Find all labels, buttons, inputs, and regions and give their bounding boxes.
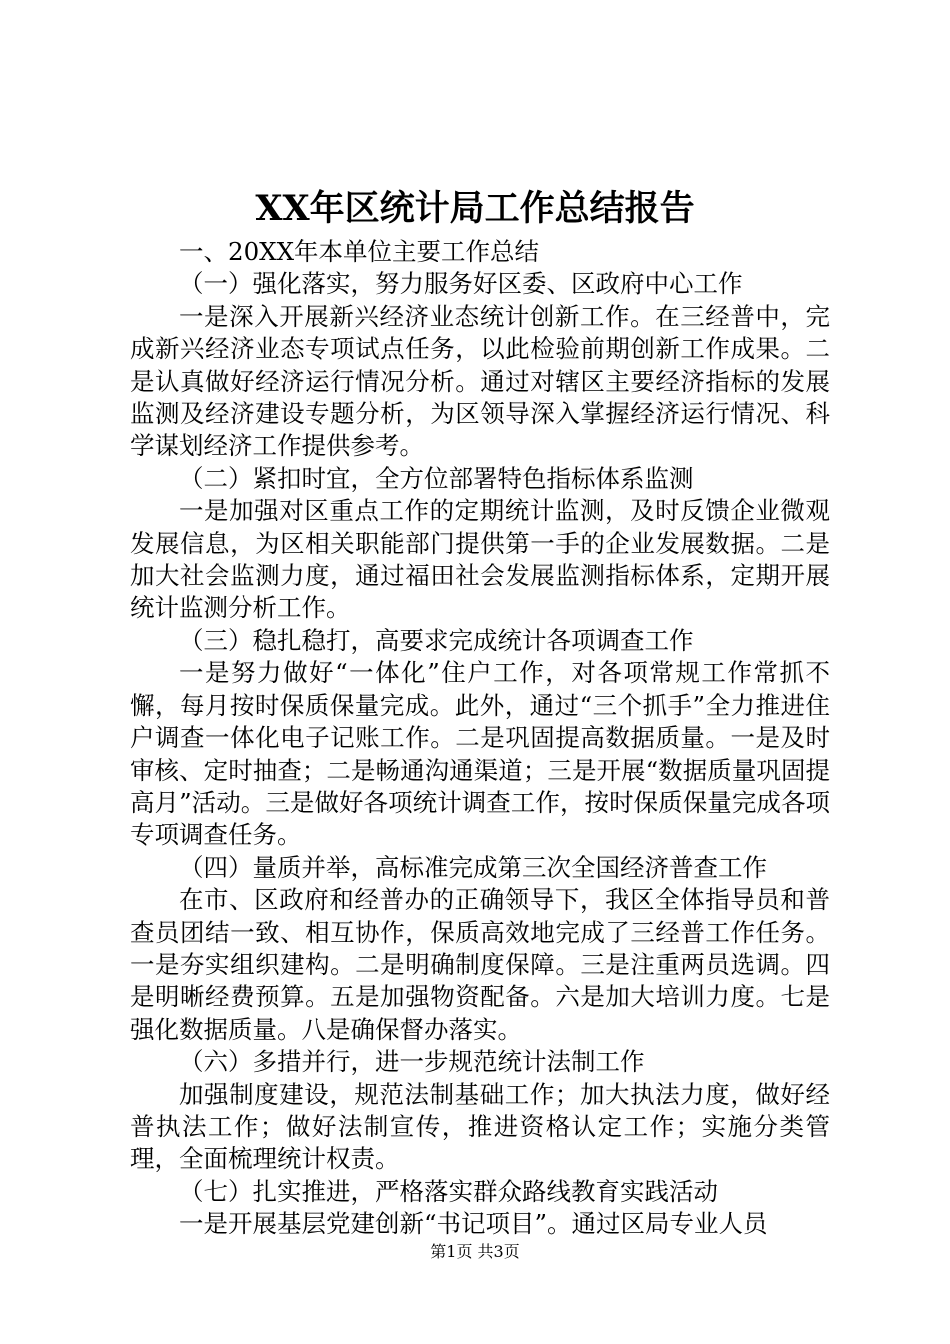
section-heading: 一、20XX年本单位主要工作总结 [179, 237, 540, 266]
body-paragraph: 一是深入开展新兴经济业态统计创新工作。在三经普中，完成新兴经济业态专项试点任务，以此检验前期创新工作成果。二是认真做好经济运行情况分析。通过对辖区主要经济指标的发展监测及经济建设专题分析，为区领导深入掌握经济运行情况、科学谋划经济工作提供参考。 [130, 301, 830, 461]
body-paragraph: 在市、区政府和经普办的正确领导下，我区全体指导员和普查员团结一致、相互协作，保质高效地完成了三经普工作任务。一是夯实组织建构。二是明确制度保障。三是注重两员选调。四是明晰经费预算。五是加强物资配备。六是加大培训力度。七是强化数据质量。八是确保督办落实。 [130, 885, 830, 1044]
page-number-footer: 第1页 共3页 [430, 1242, 520, 1261]
body-paragraph: 一是开展基层党建创新“书记项目”。通过区局专业人员 [179, 1209, 768, 1239]
body-paragraph: 一是加强对区重点工作的定期统计监测，及时反馈企业微观发展信息，为区相关职能部门提供第一手的企业发展数据。二是加大社会监测力度，通过福田社会发展监测指标体系，定期开展统计监测分析工作。 [130, 496, 830, 623]
subsection-heading: （二）紧扣时宜，全方位部署特色指标体系监测 [179, 463, 694, 493]
body-paragraph: 一是努力做好“一体化”住户工作，对各项常规工作常抓不懈，每月按时保质保量完成。此外，通过“三个抓手”全力推进住户调查一体化电子记账工作。二是巩固提高数据质量。一是及时审核、定时抽查；二是畅通沟通渠道；三是开展“数据质量巩固提高月”活动。三是做好各项统计调查工作，按时保质保量完成各项专项调查任务。 [130, 658, 830, 850]
subsection-heading: （六）多措并行，进一步规范统计法制工作 [179, 1047, 645, 1077]
body-paragraph: 加强制度建设，规范法制基础工作；加大执法力度，做好经普执法工作；做好法制宣传，推进资格认定工作；实施分类管理，全面梳理统计权责。 [130, 1079, 830, 1174]
document-title: XX年区统计局工作总结报告 [255, 188, 695, 229]
subsection-heading: （七）扎实推进，严格落实群众路线教育实践活动 [179, 1176, 718, 1206]
subsection-heading: （一）强化落实，努力服务好区委、区政府中心工作 [179, 269, 743, 299]
subsection-heading: （四）量质并举，高标准完成第三次全国经济普查工作 [179, 852, 767, 882]
subsection-heading: （三）稳扎稳打，高要求完成统计各项调查工作 [179, 625, 694, 655]
document-body [130, 236, 830, 1241]
